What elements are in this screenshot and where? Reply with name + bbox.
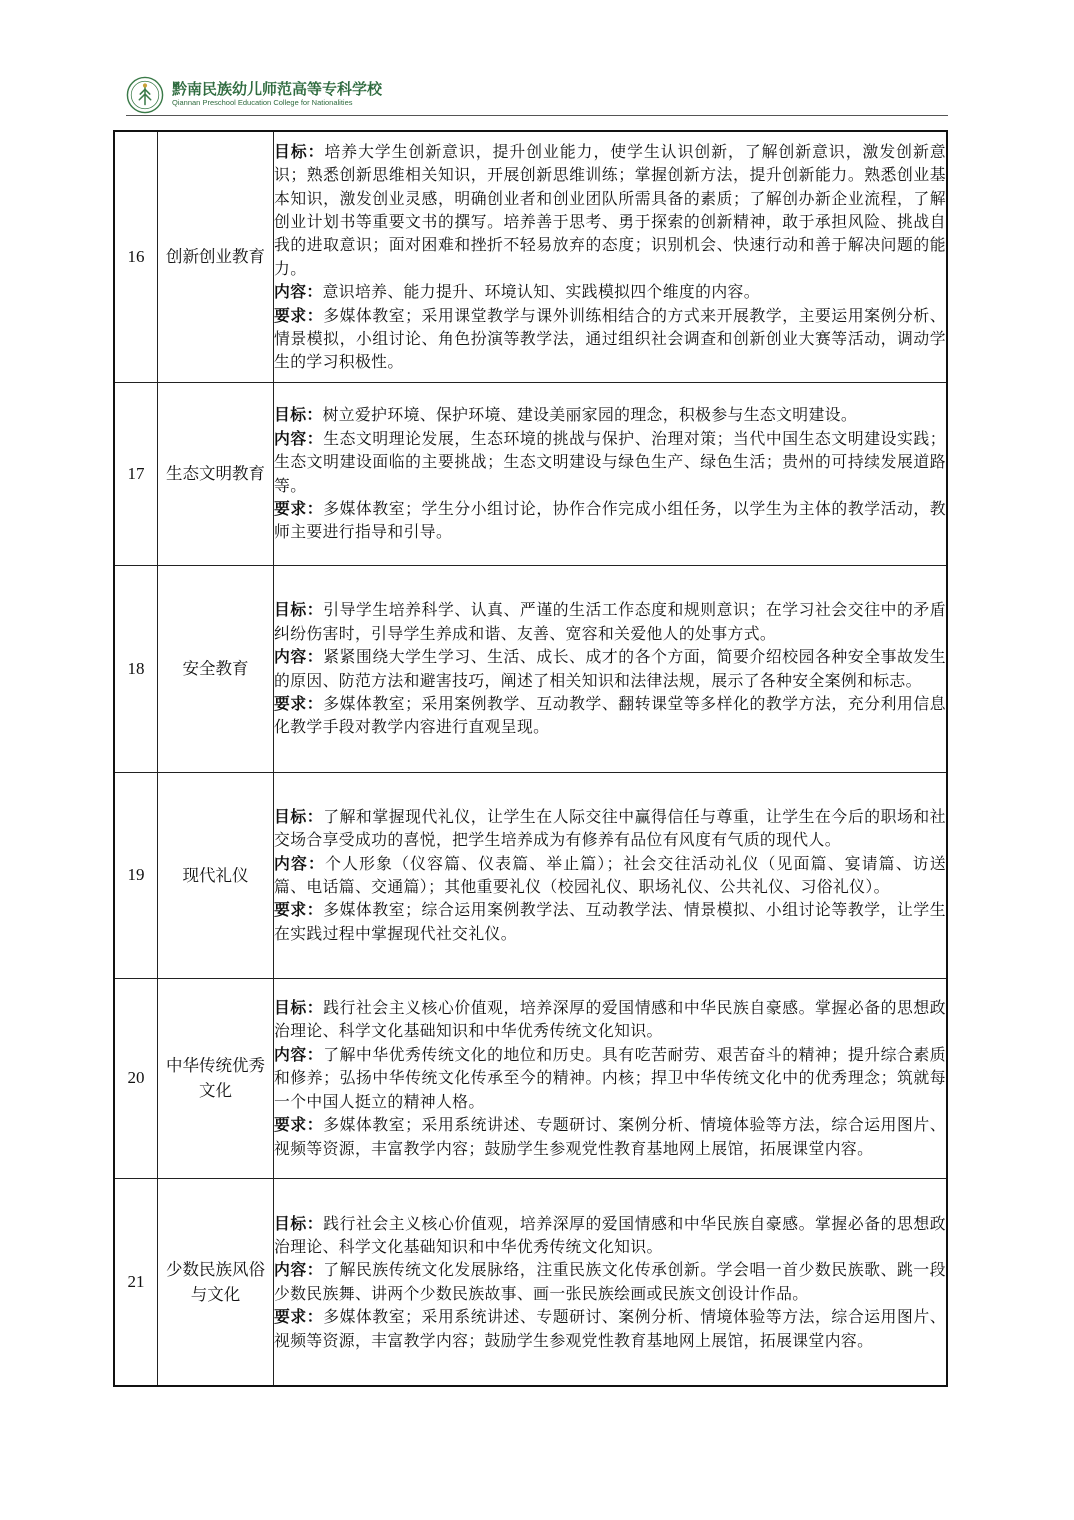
table-row [114,131,947,382]
content-paragraph [274,1258,946,1305]
goal-paragraph [274,1212,946,1259]
content-text: 紧紧围绕大学生学习、生活、成长、成才的各个方面，简要介绍校园各种安全事故发生的原因、防范方法和避害技巧，阐述了相关知识和法律法规，展示了各种安全案例和标志。 [274,647,946,690]
goal-paragraph [274,403,946,426]
requirement-paragraph [274,898,946,945]
goal-label: 目标： [274,405,323,425]
course-number: 20 [114,978,158,1178]
goal-label: 目标： [274,806,324,826]
table-row [114,1178,947,1386]
requirement-text: 多媒体教室；采用案例教学、互动教学、翻转课堂等多样化的教学方法，充分利用信息化教学手段对教学内容进行直观呈现。 [274,693,946,737]
requirement-text: 多媒体教室；采用课堂教学与课外训练相结合的方式来开展教学，主要运用案例分析、情景模拟，小组讨论、角色扮演等教学法，通过组织社会调查和创新创业大赛等活动，调动学生的学习积极性。 [274,305,946,372]
course-description [274,772,948,978]
table-row [114,565,947,772]
requirement-text: 多媒体教室；采用系统讲述、专题研讨、案例分析、情境体验等方法，综合运用图片、视频等资源，丰富教学内容；鼓励学生参观党性教育基地网上展馆，拓展课堂内容。 [274,1115,946,1158]
requirement-label: 要求： [274,693,324,713]
course-description [274,978,948,1178]
goal-paragraph [274,140,946,280]
content-label: 内容： [274,428,324,448]
requirement-label: 要求： [274,498,324,518]
content-text: 意识培养、能力提升、环境认知、实践模拟四个维度的内容。 [322,282,760,302]
course-number: 16 [114,131,158,382]
requirement-label: 要求： [274,305,324,325]
goal-paragraph [274,996,946,1043]
course-name: 创新创业教育 [158,131,274,382]
goal-text: 践行社会主义核心价值观，培养深厚的爱国情感和中华民族自豪感。掌握必备的思想政治理论、科学文化基础知识和中华优秀传统文化知识。 [274,998,946,1041]
requirement-paragraph [274,304,946,374]
course-name: 现代礼仪 [158,772,274,978]
course-number: 19 [114,772,158,978]
course-name: 安全教育 [158,565,274,772]
content-label: 内容： [274,1260,324,1280]
requirement-text: 多媒体教室；采用系统讲述、专题研讨、案例分析、情境体验等方法，综合运用图片、视频等资源，丰富教学内容；鼓励学生参观党性教育基地网上展馆，拓展课堂内容。 [274,1307,946,1350]
requirement-label: 要求： [274,900,324,920]
course-description [274,382,948,565]
goal-label: 目标： [274,998,324,1018]
goal-label: 目标： [274,1213,324,1233]
content-text: 生态文明理论发展，生态环境的挑战与保护、治理对策；当代中国生态文明建设实践；生态文明建设面临的主要挑战；生态文明建设与绿色生产、绿色生活；贵州的可持续发展道路等。 [274,428,946,495]
content-paragraph [274,1043,946,1113]
table-row [114,772,947,978]
goal-text: 了解和掌握现代礼仪，让学生在人际交往中赢得信任与尊重，让学生在今后的职场和社交场合享受成功的喜悦，把学生培养成为有修养有品位有风度有气质的现代人。 [274,806,946,850]
header-divider [126,115,948,116]
requirement-label: 要求： [274,1307,324,1327]
content-label: 内容： [274,853,326,873]
goal-text: 树立爱护环境、保护环境、建设美丽家园的理念，积极参与生态文明建设。 [322,405,858,425]
table-row [114,978,947,1178]
goal-label: 目标： [274,141,325,161]
goal-text: 践行社会主义核心价值观，培养深厚的爱国情感和中华民族自豪感。掌握必备的思想政治理论、科学文化基础知识和中华优秀传统文化知识。 [274,1213,946,1256]
requirement-text: 多媒体教室；综合运用案例教学法、互动教学法、情景模拟、小组讨论等教学，让学生在实践过程中掌握现代社交礼仪。 [274,900,946,943]
content-label: 内容： [274,647,324,667]
goal-text: 引导学生培养科学、认真、严谨的生活工作态度和规则意识；在学习社会交往中的矛盾纠纷伤害时，引导学生养成和谐、友善、宽容和关爱他人的处事方式。 [274,600,946,643]
requirement-label: 要求： [274,1115,324,1135]
course-description [274,565,948,772]
course-table [113,130,948,1387]
content-paragraph [274,280,946,303]
content-text: 了解民族传统文化发展脉络，注重民族文化传承创新。学会唱一首少数民族歌、跳一段少数民族舞、讲两个少数民族故事、画一张民族绘画或民族文创设计作品。 [274,1260,946,1303]
content-paragraph [274,427,946,497]
course-name: 生态文明教育 [158,382,274,565]
content-paragraph [274,645,946,692]
content-label: 内容： [274,282,323,302]
goal-paragraph [274,598,946,645]
school-name-chinese: 黔南民族幼儿师范高等专科学校 [172,80,383,98]
requirement-text: 多媒体教室；学生分小组讨论，协作合作完成小组任务，以学生为主体的教学活动，教师主要进行指导和引导。 [274,498,946,542]
requirement-paragraph [274,497,946,544]
course-number: 21 [114,1178,158,1386]
page-header [126,74,948,116]
content-text: 个人形象（仪容篇、仪表篇、举止篇）；社会交往活动礼仪（见面篇、宴请篇、访送篇、电话篇、交通篇）；其他重要礼仪（校园礼仪、职场礼仪、公共礼仪、习俗礼仪）。 [274,853,947,896]
content-paragraph [274,852,946,899]
school-name-english: Qiannan Preschool Education College for Nationalities [172,98,353,107]
course-number: 18 [114,565,158,772]
course-description [274,1178,948,1386]
table-row [114,382,947,565]
content-label: 内容： [274,1044,324,1064]
requirement-paragraph [274,692,946,739]
goal-paragraph [274,805,946,852]
requirement-paragraph [274,1113,946,1160]
course-name: 少数民族风俗与文化 [158,1178,274,1386]
school-logo-icon [126,76,164,114]
course-name: 中华传统优秀文化 [158,978,274,1178]
course-description [274,131,948,382]
goal-label: 目标： [274,600,324,620]
content-text: 了解中华优秀传统文化的地位和历史。具有吃苦耐劳、艰苦奋斗的精神；提升综合素质和修养；弘扬中华传统文化传承至今的精神。内核；捍卫中华传统文化中的优秀理念；筑就每一个中国人挺立的精神人格。 [274,1044,946,1111]
requirement-paragraph [274,1305,946,1352]
course-number: 17 [114,382,158,565]
goal-text: 培养大学生创新意识，提升创业能力，使学生认识创新，了解创新意识，激发创新意识；熟悉创新思维相关知识，开展创新思维训练；掌握创新方法，提升创新能力。熟悉创业基本知识，激发创业灵感，明确创业者和创业团队所需具备的素质；了解创办新企业流程，了解创业计划书等重要文书的撰写。培养善于思考、勇于探索的创新精神，敢于承担风险、挑战自我的进取意识；面对困难和挫折不轻易放弃的态度；识别机会、快速行动和善于解决问题的能力。 [274,141,946,278]
